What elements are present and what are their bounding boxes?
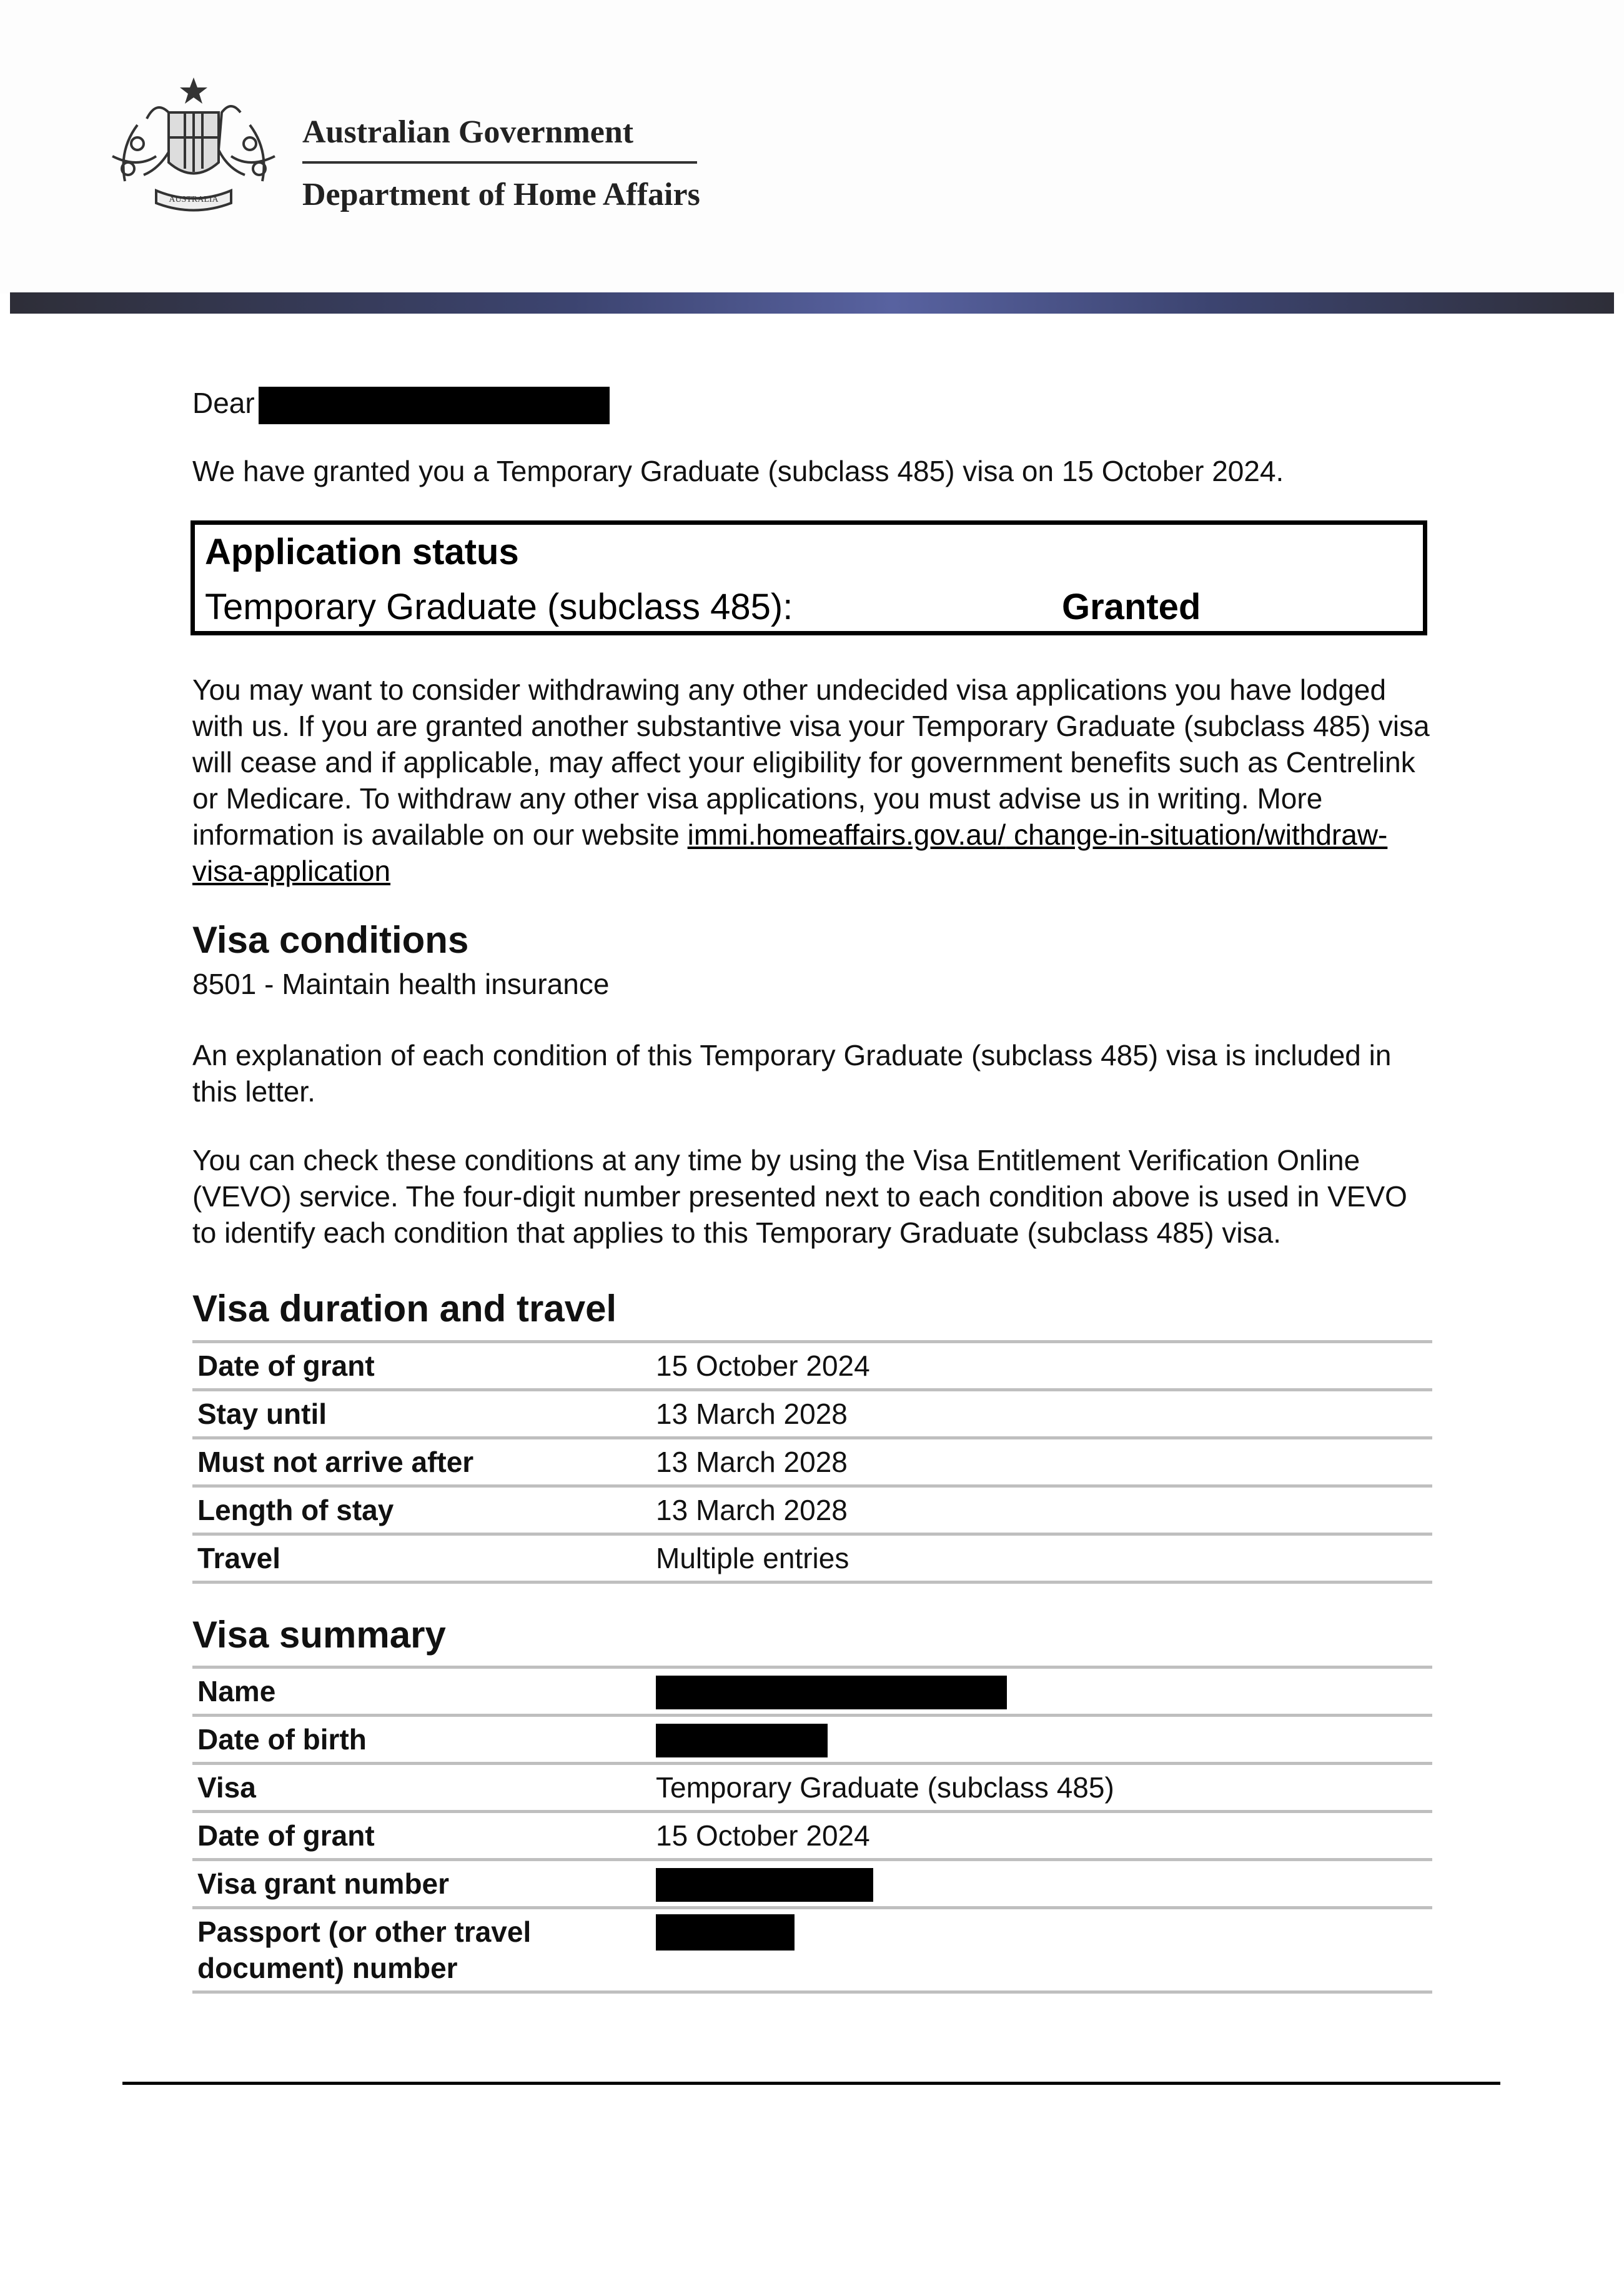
row-label: Visa	[192, 1764, 651, 1812]
table-row	[192, 1812, 1432, 1860]
org-name: Australian Government	[302, 114, 634, 150]
website-link-part2: change-in-situation/withdraw-visa-application	[192, 818, 1388, 887]
status-title: Application status	[205, 532, 519, 572]
table-row	[192, 1486, 1432, 1534]
table-row	[192, 1716, 1432, 1764]
row-label: Date of grant	[192, 1812, 651, 1860]
row-label: Name	[192, 1667, 651, 1716]
redacted-name	[656, 1676, 1007, 1709]
duration-table	[192, 1340, 1432, 1584]
application-status-box	[191, 520, 1427, 635]
grant-intro: We have granted you a Temporary Graduate (subclass 485) visa on 15 October 2024.	[192, 455, 1284, 487]
table-row	[192, 1342, 1432, 1390]
table-row	[192, 1908, 1432, 1992]
table-row	[192, 1534, 1432, 1583]
table-row	[192, 1860, 1432, 1908]
condition-item: 8501 - Maintain health insurance	[192, 968, 610, 1000]
summary-table	[192, 1666, 1432, 1994]
table-row	[192, 1667, 1432, 1716]
status-value: Granted	[1062, 587, 1201, 627]
header-band	[10, 292, 1614, 314]
status-label: Temporary Graduate (subclass 485):	[205, 587, 793, 627]
summary-heading: Visa summary	[192, 1614, 446, 1656]
table-row	[192, 1438, 1432, 1486]
department-name: Department of Home Affairs	[302, 177, 700, 212]
row-value: 15 October 2024	[651, 1812, 1432, 1860]
row-value	[651, 1860, 1432, 1908]
withdraw-text: You may want to consider withdrawing any other undecided visa applications you have lodged with us. If you are granted another substantive visa your Temporary Graduate (subclass 485) visa will cease and if applicable, may affect your eligibility for government benefits such as Centrelink or Medicare. To withdraw any other visa applications, you must advise us in writing. More information is available on our website	[192, 673, 1430, 851]
row-label: Stay until	[192, 1390, 651, 1438]
letterhead-divider	[302, 161, 697, 164]
row-value: 13 March 2028	[651, 1486, 1432, 1534]
row-label: Length of stay	[192, 1486, 651, 1534]
redacted-date-of-birth	[656, 1724, 828, 1757]
website-link-part1: immi.homeaffairs.gov.au/	[687, 818, 1006, 851]
redacted-grant-number	[656, 1868, 873, 1902]
redacted-passport-number	[656, 1914, 795, 1951]
row-value: 13 March 2028	[651, 1438, 1432, 1486]
row-value	[651, 1908, 1432, 1992]
row-value: 15 October 2024	[651, 1342, 1432, 1390]
footer-divider	[122, 2082, 1500, 2085]
row-value: Temporary Graduate (subclass 485)	[651, 1764, 1432, 1812]
conditions-explanation: An explanation of each condition of this Temporary Graduate (subclass 485) visa is included in this letter.	[192, 1039, 1392, 1108]
vevo-paragraph: You can check these conditions at any time by using the Visa Entitlement Verification Online (VEVO) service. The four-digit number presented next to each condition above is used in VEVO to identify each condition that applies to this Temporary Graduate (subclass 485) visa.	[192, 1144, 1407, 1249]
salutation-text: Dear	[192, 387, 255, 419]
row-value	[651, 1716, 1432, 1764]
row-label: Date of grant	[192, 1342, 651, 1390]
row-value	[651, 1667, 1432, 1716]
crest-ribbon-text: AUSTRALIA	[169, 195, 219, 204]
table-row	[192, 1390, 1432, 1438]
letterhead	[0, 0, 1624, 294]
duration-heading: Visa duration and travel	[192, 1288, 617, 1329]
coat-of-arms-icon	[100, 75, 287, 219]
row-label: Travel	[192, 1534, 651, 1583]
row-label: Must not arrive after	[192, 1438, 651, 1486]
row-label: Date of birth	[192, 1716, 651, 1764]
table-row	[192, 1764, 1432, 1812]
redacted-recipient-name	[259, 387, 610, 424]
withdraw-paragraph	[192, 672, 1433, 889]
row-label: Visa grant number	[192, 1860, 651, 1908]
row-label: Passport (or other travel document) number	[192, 1908, 651, 1992]
row-value: Multiple entries	[651, 1534, 1432, 1583]
conditions-heading: Visa conditions	[192, 919, 469, 961]
salutation	[192, 385, 1433, 424]
row-value: 13 March 2028	[651, 1390, 1432, 1438]
